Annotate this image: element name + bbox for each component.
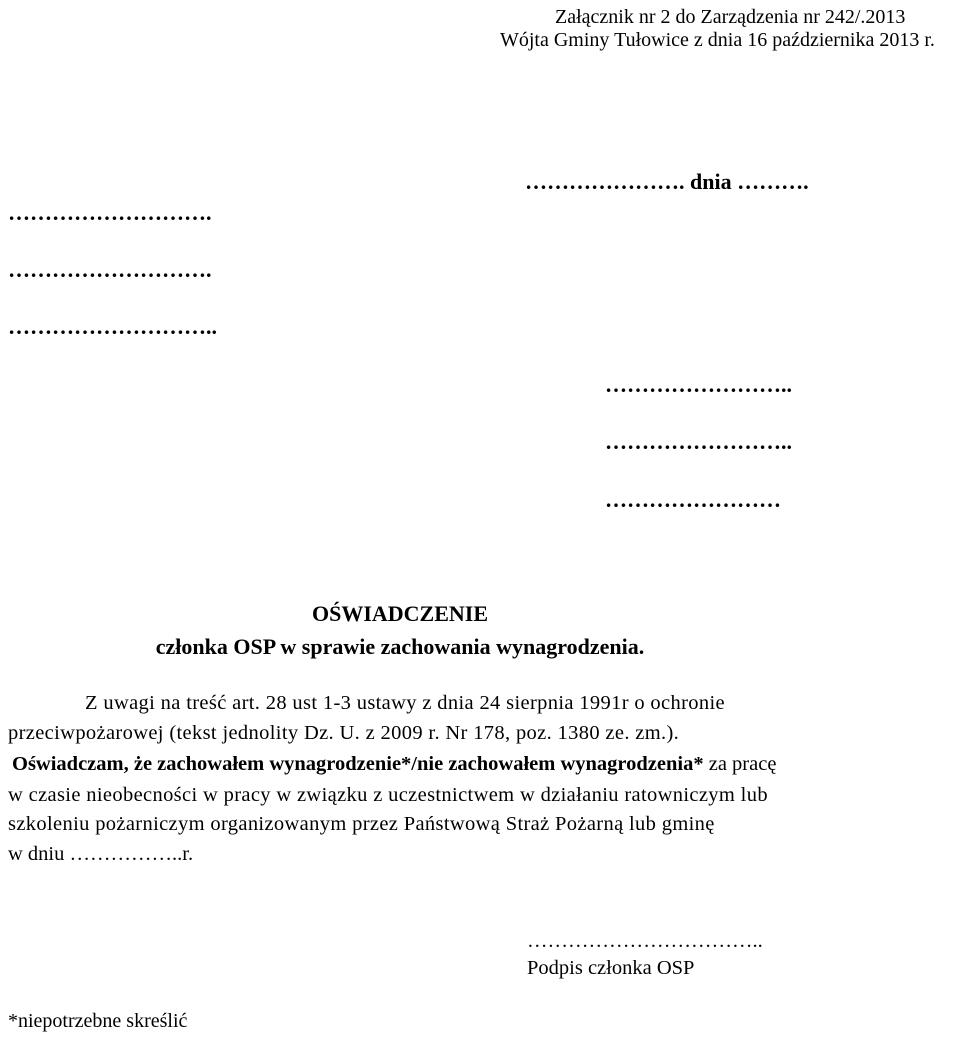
declaration-rest: za pracę (708, 753, 777, 775)
place-dots: …………………. (525, 169, 685, 194)
applicant-line-1: ………………………. (8, 200, 212, 225)
place-date-line (525, 168, 809, 196)
document-title: OŚWIADCZENIE (311, 601, 489, 626)
body-line-4: w czasie nieobecności w pracy w związku z uczestnictwem w działaniu ratowniczym lub (8, 784, 768, 806)
date-label: dnia (690, 169, 732, 194)
applicant-line-3: ……………………….. (8, 314, 217, 339)
signature-dots: …………………………….. (527, 930, 763, 952)
applicant-line-2: ………………………. (8, 257, 212, 282)
document-subtitle: członka OSP w sprawie zachowania wynagrodzenia. (155, 634, 645, 659)
addressee-line-2: …………………….. (605, 429, 792, 454)
body-line-6: w dniu ……………..r. (8, 843, 194, 865)
header-line-1: Załącznik nr 2 do Zarządzenia nr 242/.2013 (555, 6, 906, 28)
declaration-bold: Oświadczam, że zachowałem wynagrodzenie*/nie zachowałem wynagrodzenia* (12, 753, 704, 775)
footnote: *niepotrzebne skreślić (8, 1010, 188, 1032)
body-line-1: Z uwagi na treść art. 28 ust 1-3 ustawy z dnia 24 sierpnia 1991r o ochronie (85, 692, 725, 714)
addressee-line-3: …………………… (605, 487, 781, 512)
addressee-line-1: …………………….. (605, 372, 792, 397)
body-line-5: szkoleniu pożarniczym organizowanym przez Państwową Straż Pożarną lub gminę (8, 813, 715, 835)
signature-label: Podpis członka OSP (527, 957, 695, 979)
body-line-3 (12, 750, 776, 778)
body-line-2: przeciwpożarowej (tekst jednolity Dz. U. z 2009 r. Nr 178, poz. 1380 ze. zm.). (8, 722, 680, 744)
header-line-2: Wójta Gminy Tułowice z dnia 16 października 2013 r. (500, 29, 935, 51)
date-dots: ………. (737, 169, 809, 194)
